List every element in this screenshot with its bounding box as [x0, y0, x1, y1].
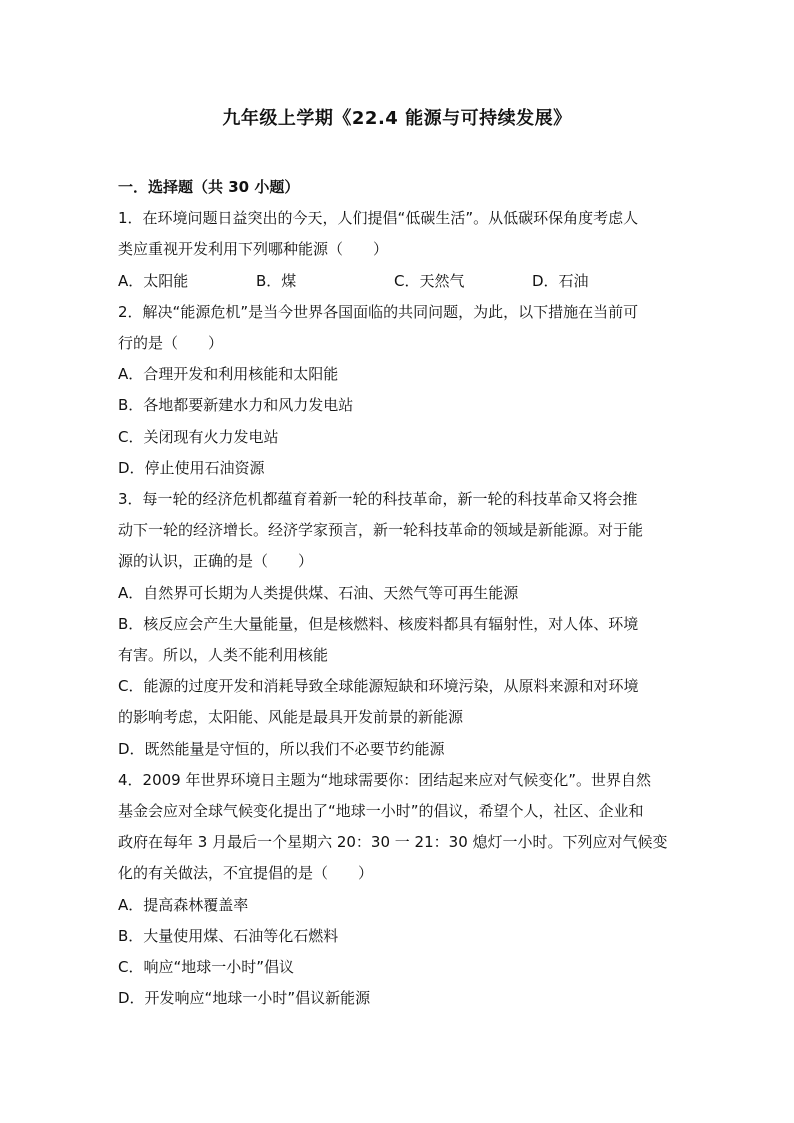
question-3-option-d-line-1: D．既然能量是守恒的，所以我们不必要节约能源: [118, 739, 445, 758]
question-4-line-3: 政府在每年 3 月最后一个星期六 20：30 一 21：30 熄灯一小时。下列应对气候变: [118, 833, 668, 852]
document-content: [118, 172, 678, 1014]
question-3-option-a[interactable]: [118, 578, 678, 609]
question-3-option-a-line-1: A．自然界可长期为人类提供煤、石油、天然气等可再生能源: [118, 583, 519, 602]
question-2: [118, 297, 678, 484]
question-1-options: [118, 266, 678, 297]
question-2-option-d[interactable]: D．停止使用石油资源: [118, 458, 265, 477]
question-4-line-2: 基金会应对全球气候变化提出了“地球一小时”的倡议，希望个人，社区、企业和: [118, 802, 644, 821]
question-3-line-1: 3．每一轮的经济危机都蕴育着新一轮的科技革命，新一轮的科技革命又将会推: [118, 490, 638, 509]
question-3: [118, 484, 678, 765]
section-title: 一．选择题（共 30 小题）: [118, 178, 300, 196]
question-1-option-d[interactable]: D．石油: [532, 271, 589, 290]
question-2-option-a[interactable]: A．合理开发和利用核能和太阳能: [118, 365, 339, 384]
question-3-option-c-line-1: C．能源的过度开发和消耗导致全球能源短缺和环境污染，从原料来源和对环境: [118, 677, 639, 696]
question-3-option-b[interactable]: [118, 609, 678, 671]
question-1-line-2: 类应重视开发利用下列哪种能源（ ）: [118, 240, 389, 259]
question-4-option-b[interactable]: B．大量使用煤、石油等化石燃料: [118, 926, 339, 945]
question-4-option-c[interactable]: C．响应“地球一小时”倡议: [118, 958, 295, 977]
question-2-line-2: 行的是（ ）: [118, 334, 224, 353]
question-1: [118, 203, 678, 297]
question-2-line-1: 2．解决“能源危机”是当今世界各国面临的共同问题，为此，以下措施在当前可: [118, 302, 639, 321]
question-3-option-c[interactable]: [118, 671, 678, 733]
question-2-option-b[interactable]: B．各地都要新建水力和风力发电站: [118, 396, 354, 415]
question-3-option-d[interactable]: [118, 734, 678, 765]
document-title: 九年级上学期《22.4 能源与可持续发展》: [222, 108, 572, 129]
question-4-option-d[interactable]: D．开发响应“地球一小时”倡议新能源: [118, 989, 371, 1008]
question-3-option-c-line-2: 的影响考虑，太阳能、风能是最具开发前景的新能源: [118, 708, 464, 727]
question-3-option-b-line-2: 有害。所以，人类不能利用核能: [118, 646, 329, 665]
question-4: [118, 765, 678, 1015]
question-1-option-c[interactable]: C．天然气: [394, 271, 465, 290]
question-4-option-a[interactable]: A．提高森林覆盖率: [118, 895, 249, 914]
question-3-option-b-line-1: B．核反应会产生大量能量，但是核燃料、核废料都具有辐射性，对人体、环境: [118, 614, 639, 633]
question-1-option-a[interactable]: A．太阳能: [118, 271, 189, 290]
question-1-option-b[interactable]: B．煤: [256, 271, 297, 290]
question-4-line-1: 4．2009 年世界环境日主题为“地球需要你：团结起来应对气候变化”。世界自然: [118, 770, 652, 789]
question-3-line-2: 动下一轮的经济增长。经济学家预言，新一轮科技革命的领域是新能源。对于能: [118, 521, 644, 540]
question-2-option-c[interactable]: C．关闭现有火力发电站: [118, 427, 279, 446]
question-3-line-3: 源的认识，正确的是（ ）: [118, 552, 314, 571]
question-1-line-1: 1．在环境问题日益突出的今天，人们提倡“低碳生活”。从低碳环保角度考虑人: [118, 209, 639, 228]
question-4-line-4: 化的有关做法，不宜提倡的是（ ）: [118, 864, 374, 883]
